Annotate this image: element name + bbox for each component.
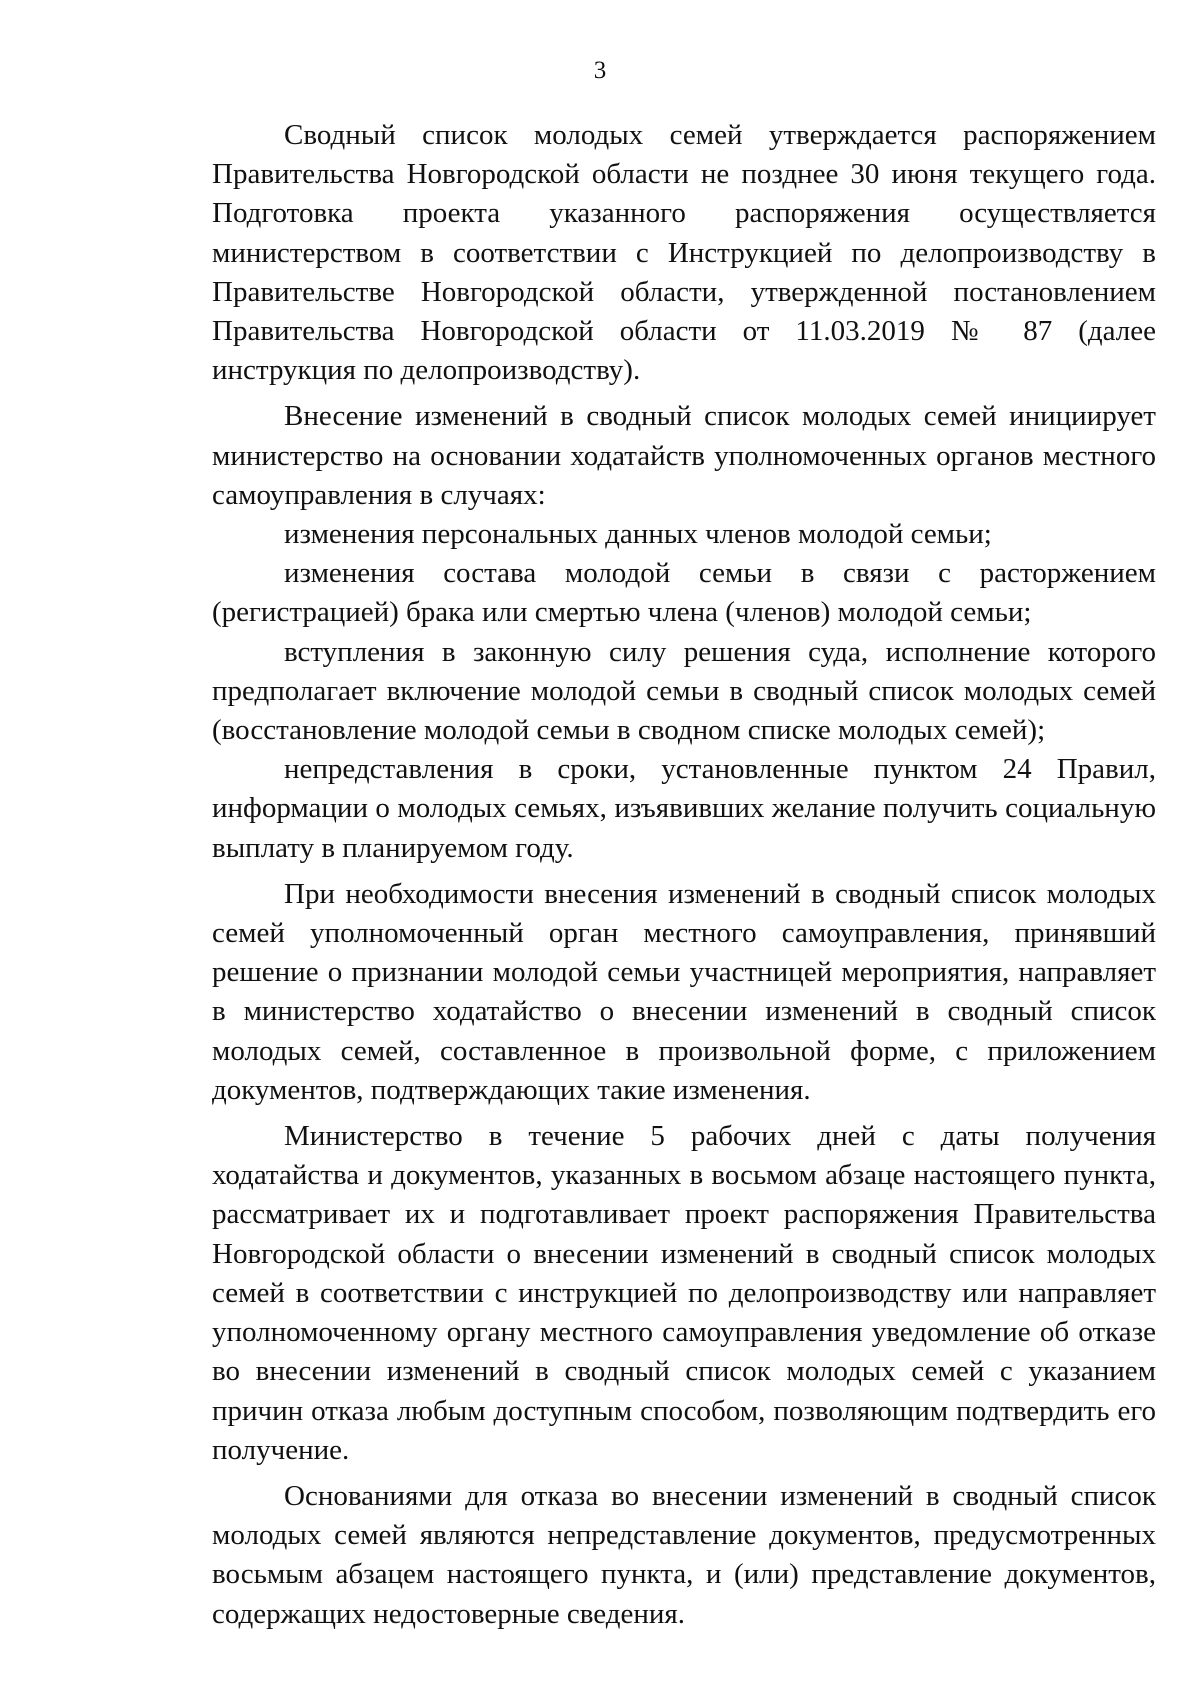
page-number: 3 bbox=[593, 57, 607, 84]
document-body bbox=[212, 116, 1156, 1634]
paragraph-ministry-review: Министерство в течение 5 рабочих дней с даты получения ходатайства и документов, указанных в восьмом абзаце настоящего пункта, рассматривает их и подготавливает проект распоряжения Правительства Новгородской области о внесении изменений в сводный список молодых семей в соответствии с инструкцией по делопроизводству или направляет уполномоченному органу местного самоуправления уведомление об отказе во внесении изменений в сводный список молодых семей с указанием причин отказа любым доступным способом, позволяющим подтвердить его получение. bbox=[212, 1120, 1156, 1466]
paragraph-petition-submission: При необходимости внесения изменений в сводный список молодых семей уполномоченный орган местного самоуправления, принявший решение о признании молодой семьи участницей мероприятия, направляет в министерство ходатайство о внесении изменений в сводный список молодых семей, составленное в произвольной форме, с приложением документов, подтверждающих такие изменения. bbox=[212, 877, 1156, 1106]
paragraph-changes-initiation: Внесение изменений в сводный список молодых семей инициирует министерство на основании ходатайств уполномоченных органов местного самоуправления в случаях: bbox=[212, 400, 1156, 511]
paragraph-consolidated-list-approval: Сводный список молодых семей утверждается распоряжением Правительства Новгородской области не позднее 30 июня текущего года. Подготовка проекта указанного распоряжения осуществляется министерством в соответствии с Инструкцией по делопроизводству в Правительстве Новгородской области, утвержденной постановлением Правительства Новгородской области от 11.03.2019 № 87 (далее инструкция по делопроизводству). bbox=[212, 119, 1156, 387]
paragraph-case-information-not-provided: непредставления в сроки, установленные пунктом 24 Правил, информации о молодых семьях, изъявивших желание получить социальную выплату в планируемом году. bbox=[212, 753, 1156, 864]
paragraph-case-personal-data: изменения персональных данных членов молодой семьи; bbox=[284, 518, 992, 551]
paragraph-case-court-decision: вступления в законную силу решения суда, исполнение которого предполагает включение молодой семьи в сводный список молодых семей (восстановление молодой семьи в сводном списке молодых семей); bbox=[212, 635, 1156, 747]
paragraph-case-family-composition: изменения состава молодой семьи в связи с расторжением (регистрацией) брака или смертью члена (членов) молодой семьи; bbox=[212, 557, 1156, 629]
paragraph-refusal-grounds: Основаниями для отказа во внесении изменений в сводный список молодых семей являются непредставление документов, предусмотренных восьмым абзацем настоящего пункта, и (или) представление документов, содержащих недостоверные сведения. bbox=[212, 1479, 1156, 1630]
